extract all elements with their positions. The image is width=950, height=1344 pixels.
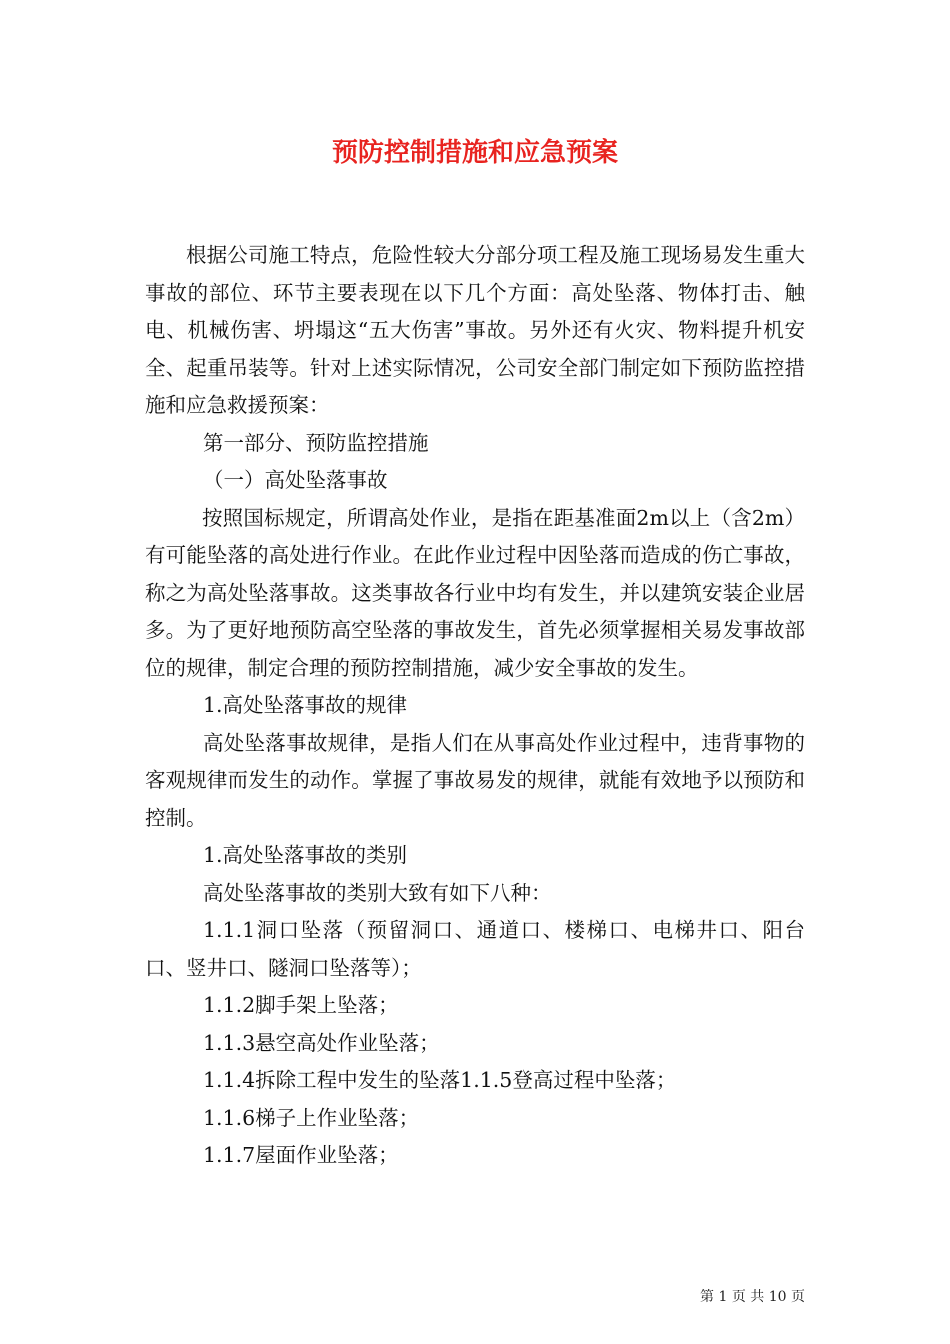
list-item: 1.1.7屋面作业坠落； bbox=[203, 1143, 399, 1167]
list-item: 1.1.4拆除工程中发生的坠落1.1.5登高过程中坠落； bbox=[203, 1068, 677, 1092]
part-heading: 第一部分、预防监控措施 bbox=[203, 430, 429, 455]
subheading-pattern: 1.高处坠落事故的规律 bbox=[203, 693, 408, 717]
section-heading: （一）高处坠落事故 bbox=[203, 468, 388, 492]
list-item: 1.1.3悬空高处作业坠落； bbox=[203, 1030, 440, 1055]
page-title: 预防控制措施和应急预案 bbox=[331, 138, 618, 168]
definition-paragraph: 按照国标规定，所谓高处作业，是指在距基准面2m以上（含2m）有可能坠落的高处进行作业。在此作业过程中因坠落而造成的伤亡事故，称之为高处坠落事故。这类事故各行业中均有发生，并以建筑安装企业居多。为了更好地预防高空坠落的事故发生，首先必须掌握相关易发事故部位的规律，制定合理的预防控制措施，减少安全事故的发生。 bbox=[145, 505, 805, 680]
page-number: 第 1 页 共 10 页 bbox=[700, 1289, 805, 1305]
list-item: 1.1.6梯子上作业坠落； bbox=[203, 1105, 420, 1130]
document-body bbox=[145, 237, 805, 1175]
list-item: 1.1.1洞口坠落（预留洞口、通道口、楼梯口、电梯井口、阳台口、竖井口、隧洞口坠落等）； bbox=[145, 918, 805, 980]
pattern-paragraph: 高处坠落事故规律，是指人们在从事高处作业过程中，违背事物的客观规律而发生的动作。掌握了事故易发的规律，就能有效地予以预防和控制。 bbox=[145, 730, 805, 830]
subheading-category: 1.高处坠落事故的类别 bbox=[203, 843, 408, 867]
list-item: 1.1.2脚手架上坠落； bbox=[203, 993, 399, 1017]
category-intro: 高处坠落事故的类别大致有如下八种： bbox=[203, 880, 552, 905]
intro-paragraph: 根据公司施工特点，危险性较大分部分项工程及施工现场易发生重大事故的部位、环节主要表现在以下几个方面：高处坠落、物体打击、触电、机械伤害、坍塌这“五大伤害”事故。另外还有火灾、物料提升机安全、起重吊装等。针对上述实际情况，公司安全部门制定如下预防监控措施和应急救援预案： bbox=[145, 243, 805, 417]
